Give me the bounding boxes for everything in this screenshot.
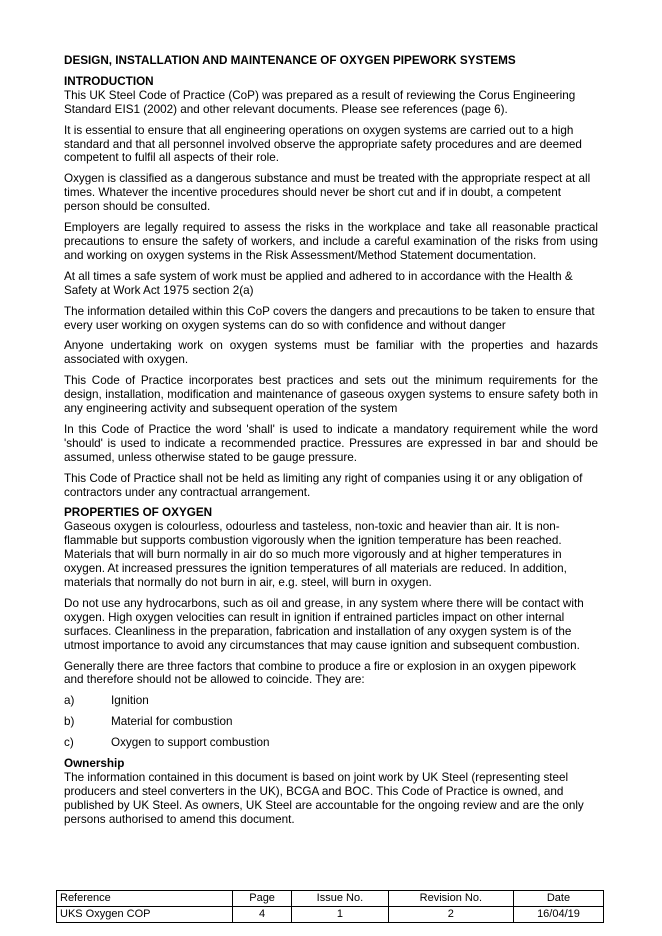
- properties-heading: PROPERTIES OF OXYGEN: [64, 506, 213, 520]
- ownership-heading: Ownership: [64, 757, 125, 771]
- footer-header-reference: Reference: [57, 891, 233, 907]
- list-text: Oxygen to support combustion: [111, 736, 270, 750]
- list-item: [64, 694, 598, 708]
- footer-page-value: 4: [233, 907, 292, 923]
- properties-paragraph-3: Generally there are three factors that combine to produce a fire or explosion in an oxygen pipework and therefore should not be allowed to coincide. They are:: [64, 659, 576, 687]
- document-body: [64, 54, 598, 834]
- footer-revision-value: 2: [388, 907, 513, 923]
- intro-paragraph-2: It is essential to ensure that all engineering operations on oxygen systems are carried out to a high standard and that all personnel involved observe the appropriate safety procedures and are deemed competent to fulfil all aspects of their role.: [64, 123, 582, 165]
- intro-paragraph-8: This Code of Practice incorporates best practices and sets out the minimum requirements for the design, installation, modification and maintenance of gaseous oxygen systems to ensure safety both in any engineering activity and subsequent operation of the system: [64, 374, 598, 416]
- properties-paragraph-1: Gaseous oxygen is colourless, odourless and tasteless, non-toxic and heavier than air. It is non-flammable but supports combustion vigorously when the ignition temperature has been reached. Materials that will burn normally in air do so much more vigorously and at higher temperatures in oxygen. At increased pressures the ignition temperatures of all materials are reduced. In addition, materials that normally do not burn in air, e.g. steel, will burn in oxygen.: [64, 520, 567, 589]
- footer-date-value: 16/04/19: [513, 907, 603, 923]
- properties-paragraph-2: Do not use any hydrocarbons, such as oil and grease, in any system where there will be contact with oxygen. High oxygen velocities can result in ignition if entrained particles impact on other internal surfaces. Cleanliness in the preparation, fabrication and installation of any oxygen system is of the utmost importance to avoid any circumstances that may cause ignition and subsequent combustion.: [64, 596, 584, 652]
- list-text: Ignition: [111, 694, 149, 708]
- intro-paragraph-4: Employers are legally required to assess the risks in the workplace and take all reasonable practical precautions to ensure the safety of workers, and include a careful examination of the risks from using and working on oxygen systems in the Risk Assessment/Method Statement documentation.: [64, 221, 598, 262]
- list-marker: c): [64, 736, 74, 750]
- footer-header-revision: Revision No.: [388, 891, 513, 907]
- list-item: [64, 715, 598, 729]
- intro-paragraph-3: Oxygen is classified as a dangerous substance and must be treated with the appropriate respect at all times. Whatever the incentive procedures should never be short cut and if in doubt, a competent person should be consulted.: [64, 172, 591, 214]
- list-item: [64, 736, 598, 750]
- list-marker: a): [64, 694, 75, 708]
- intro-paragraph-6: The information detailed within this CoP covers the dangers and precautions to be taken to ensure that every user working on oxygen systems can do so with confidence and without danger: [64, 304, 595, 332]
- document-title: DESIGN, INSTALLATION AND MAINTENANCE OF OXYGEN PIPEWORK SYSTEMS: [64, 54, 516, 67]
- footer-header-issue: Issue No.: [292, 891, 389, 907]
- introduction-heading: INTRODUCTION: [64, 74, 154, 88]
- intro-paragraph-9: In this Code of Practice the word 'shall' is used to indicate a mandatory requirement while the word 'should' is used to indicate a recommended practice. Pressures are expressed in bar and should be assumed, unless otherwise stated to be gauge pressure.: [64, 422, 598, 464]
- intro-paragraph-10: This Code of Practice shall not be held as limiting any right of companies using it or any obligation of contractors under any contractual arrangement.: [64, 471, 583, 499]
- footer-reference-value: UKS Oxygen COP: [57, 907, 233, 923]
- footer-issue-value: 1: [292, 907, 389, 923]
- footer-header-row: [57, 891, 604, 907]
- ownership-paragraph: The information contained in this document is based on joint work by UK Steel (representing steel producers and steel converters in the UK), BCGA and BOC. This Code of Practice is owned, and published by UK Steel. As owners, UK Steel are accountable for the ongoing review and are the only persons authorised to amend this document.: [64, 770, 584, 826]
- list-text: Material for combustion: [111, 715, 233, 729]
- footer-header-page: Page: [233, 891, 292, 907]
- footer-header-date: Date: [513, 891, 603, 907]
- footer-value-row: [57, 907, 604, 923]
- intro-paragraph-1: This UK Steel Code of Practice (CoP) was prepared as a result of reviewing the Corus Engineering Standard EIS1 (2002) and other relevant documents. Please see references (page 6).: [64, 88, 576, 116]
- intro-paragraph-5: At all times a safe system of work must be applied and adhered to in accordance with the Health & Safety at Work Act 1975 section 2(a): [64, 269, 573, 297]
- intro-paragraph-7: Anyone undertaking work on oxygen systems must be familiar with the properties and hazards associated with oxygen.: [64, 339, 598, 367]
- list-marker: b): [64, 715, 75, 729]
- footer-table: [56, 890, 604, 923]
